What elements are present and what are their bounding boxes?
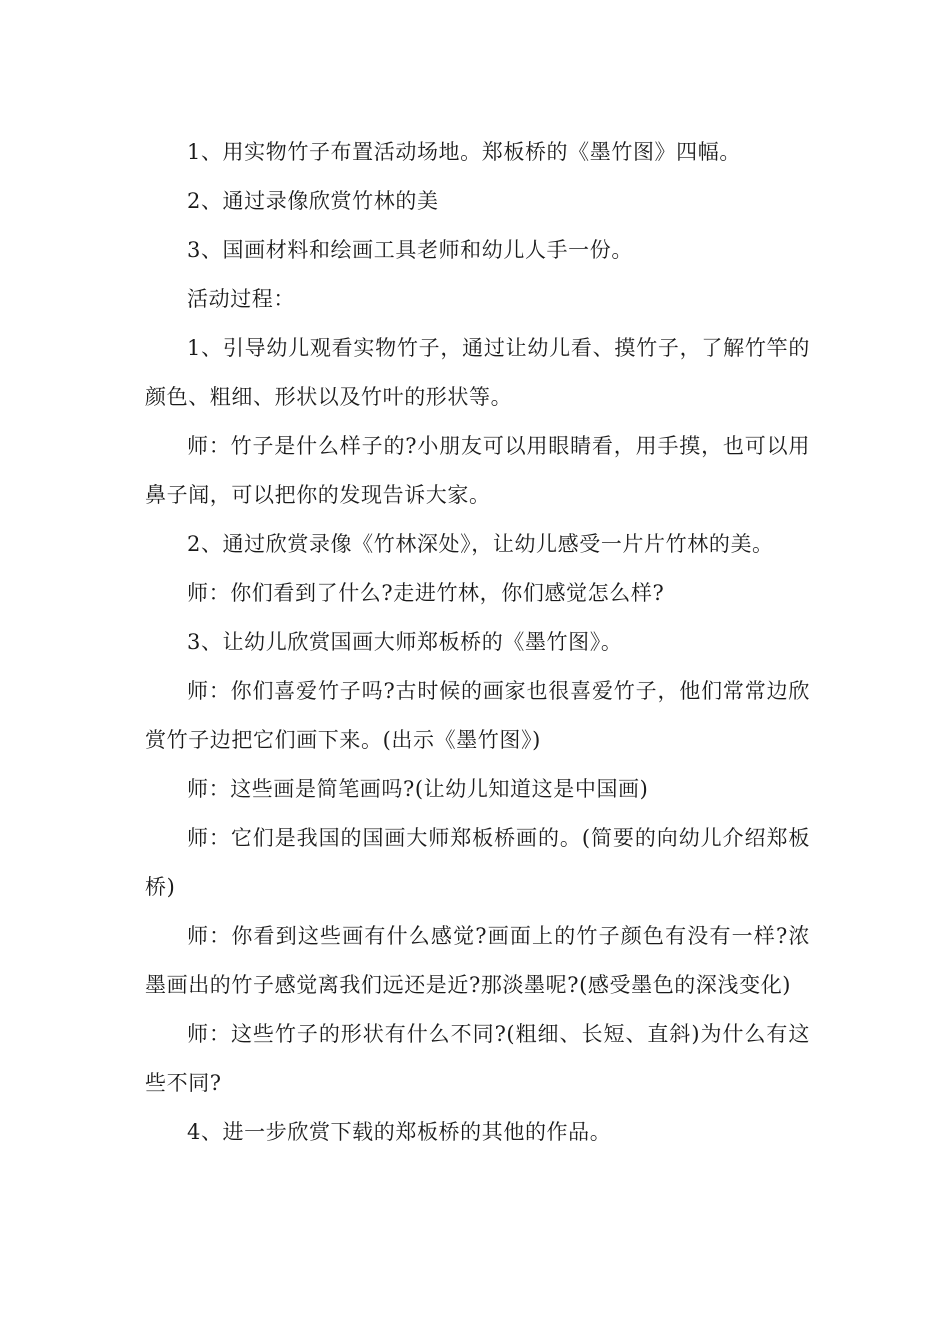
paragraph-teacher-4: 师：这些画是简笔画吗?(让幼儿知道这是中国画) <box>187 777 649 801</box>
document-body <box>145 128 810 1157</box>
paragraph-step-1: 1、引导幼儿观看实物竹子，通过让幼儿看、摸竹子，了解竹竿的颜色、粗细、形状以及竹叶的形状等。 <box>145 336 810 409</box>
section-heading-process: 活动过程： <box>187 287 295 311</box>
paragraph-prep-1: 1、用实物竹子布置活动场地。郑板桥的《墨竹图》四幅。 <box>187 140 741 164</box>
paragraph-teacher-1: 师：竹子是什么样子的?小朋友可以用眼睛看，用手摸，也可以用鼻子闻，可以把你的发现告诉大家。 <box>145 434 810 507</box>
paragraph-prep-2: 2、通过录像欣赏竹林的美 <box>187 189 439 213</box>
paragraph-prep-3: 3、国画材料和绘画工具老师和幼儿人手一份。 <box>187 238 633 262</box>
paragraph-step-4: 4、进一步欣赏下载的郑板桥的其他的作品。 <box>187 1120 612 1144</box>
paragraph-teacher-7: 师：这些竹子的形状有什么不同?(粗细、长短、直斜)为什么有这些不同? <box>145 1022 810 1095</box>
paragraph-teacher-3: 师：你们喜爱竹子吗?古时候的画家也很喜爱竹子，他们常常边欣赏竹子边把它们画下来。(出示《墨竹图》) <box>145 679 810 752</box>
paragraph-step-3: 3、让幼儿欣赏国画大师郑板桥的《墨竹图》。 <box>187 630 623 654</box>
paragraph-teacher-2: 师：你们看到了什么?走进竹林，你们感觉怎么样? <box>187 581 665 605</box>
paragraph-step-2: 2、通过欣赏录像《竹林深处》，让幼儿感受一片片竹林的美。 <box>187 532 774 556</box>
paragraph-teacher-5: 师：它们是我国的国画大师郑板桥画的。(简要的向幼儿介绍郑板桥) <box>145 826 810 899</box>
paragraph-teacher-6: 师：你看到这些画有什么感觉?画面上的竹子颜色有没有一样?浓墨画出的竹子感觉离我们远还是近?那淡墨呢?(感受墨色的深浅变化) <box>145 924 810 997</box>
